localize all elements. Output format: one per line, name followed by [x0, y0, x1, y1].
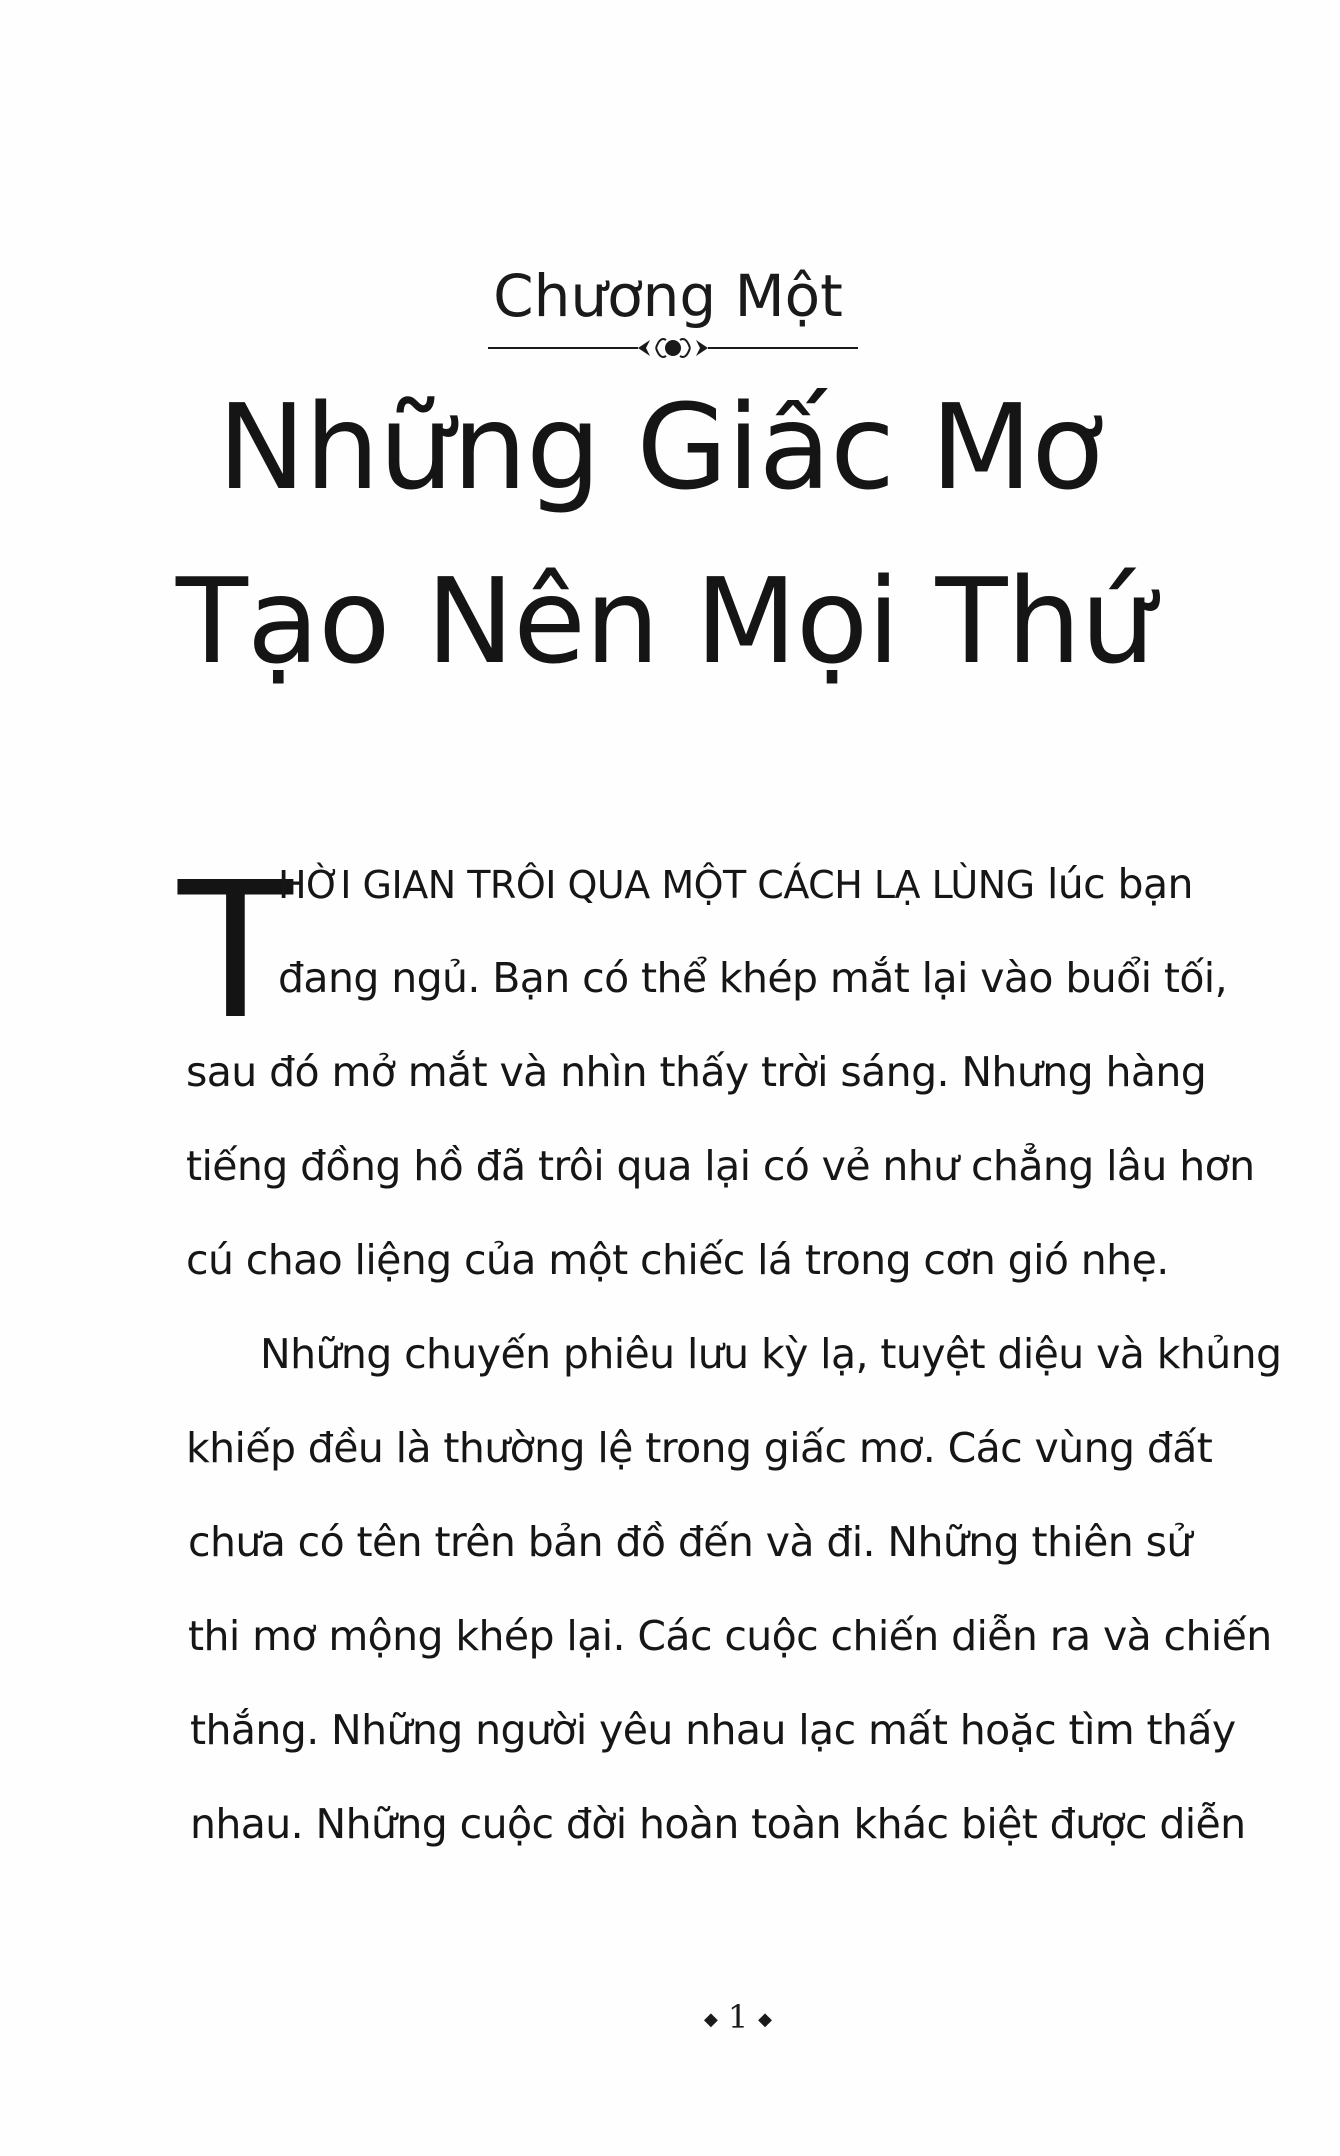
- body-line: Những chuyến phiêu lưu kỳ lạ, tuyệt diệu và khủng: [260, 1330, 1282, 1378]
- diamond-icon: ◆: [703, 2009, 718, 2030]
- body-line: sau đó mở mắt và nhìn thấy trời sáng. Nhưng hàng: [186, 1048, 1207, 1096]
- page-number: ◆ 1 ◆: [703, 1998, 773, 2036]
- body-line: HỜI GIAN TRÔI QUA MỘT CÁCH LẠ LÙNG lúc bạn: [278, 860, 1193, 908]
- body-line: nhau. Những cuộc đời hoàn toàn khác biệt được diễn: [190, 1800, 1246, 1848]
- diamond-icon: ◆: [758, 2009, 773, 2030]
- body-line: tiếng đồng hồ đã trôi qua lại có vẻ như chẳng lâu hơn: [186, 1142, 1255, 1190]
- body-line: thi mơ mộng khép lại. Các cuộc chiến diễn ra và chiến: [188, 1612, 1272, 1660]
- drop-cap: T: [178, 842, 293, 1061]
- body-line: cú chao liệng của một chiếc lá trong cơn gió nhẹ.: [186, 1236, 1169, 1284]
- small-caps-lead: HỜI GIAN TRÔI QUA MỘT CÁCH LẠ LÙNG: [278, 863, 1035, 907]
- body-line: đang ngủ. Bạn có thể khép mắt lại vào buổi tối,: [278, 954, 1228, 1002]
- chapter-label: Chương Một: [493, 262, 843, 330]
- ornament-divider-icon: [488, 330, 858, 366]
- chapter-title-line-1: Những Giấc Mơ: [217, 378, 1103, 516]
- chapter-title-line-2: Tạo Nên Mọi Thứ: [175, 552, 1155, 690]
- body-line: khiếp đều là thường lệ trong giấc mơ. Các vùng đất: [186, 1424, 1213, 1472]
- body-line: thắng. Những người yêu nhau lạc mất hoặc tìm thấy: [190, 1706, 1236, 1754]
- body-line: chưa có tên trên bản đồ đến và đi. Những thiên sử: [188, 1518, 1192, 1566]
